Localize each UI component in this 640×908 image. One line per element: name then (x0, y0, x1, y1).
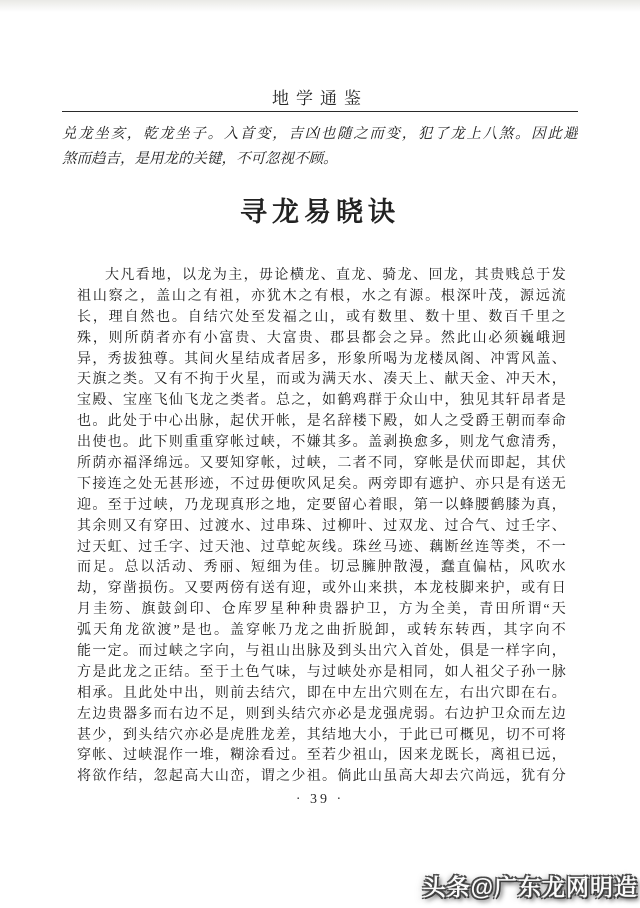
body-line: 出使也。此下则重重穿帐过峡，不嫌其多。盖剥换愈多，则龙气愈清秀， (77, 435, 566, 451)
body-line: 劫，穿凿损伤。又要两傍有送有迎，或外山来拱，本龙枝脚来护，或有日 (77, 581, 566, 597)
body-line: 过天虹、过壬字、过天池、过草蛇灰线。珠丝马迹、藕断丝连等类，不一 (77, 539, 566, 555)
body-line: 其余则又有穿田、过渡水、过串珠、过柳叶、过双龙、过合气、过壬字、 (77, 518, 566, 534)
body-line: 天旗之类。又有不拘于火星，而或为满天水、凑天上、献天金、冲天木， (77, 372, 566, 388)
header-divider (62, 111, 578, 112)
body-line: 相承。且此处中出，则前去结穴，即在中左出穴则在左，右出穴即在右。 (77, 685, 566, 701)
body-line: 穿帐、过峡混作一堆，糊涂看过。至若少祖山，因来龙既长，离祖已远， (77, 748, 566, 764)
body-line: 方是此龙之正结。至于土色气味，与过峡处亦是相同，如人祖父子孙一脉 (77, 664, 566, 680)
page-number: · 39 · (295, 792, 345, 807)
body-line: 祖山察之，盖山之有祖，亦犹木之有根，水之有源。根深叶茂，源远流 (77, 288, 566, 304)
watermark: 头条@广东龙网明造 (422, 874, 638, 900)
intro-line: 兑龙坐亥，乾龙坐子。入首变，吉凶也随之而变，犯了龙上八煞。因此避 (62, 126, 578, 142)
scan-edge (0, 0, 640, 12)
body-line: 下接连之处无甚形迹，不过毋便吹风足矣。两旁即有遮护、亦只是有送无 (77, 476, 566, 492)
body-line: 能一定。而过峡之字向，与祖山出脉及到头出穴入首处，俱是一样字向， (77, 644, 566, 660)
intro-paragraph (62, 122, 578, 172)
body-line: 长，理自然也。自结穴处至发福之山，或有数里、数十里、数百千里之 (77, 309, 566, 325)
section-title: 寻龙易晓诀 (240, 197, 400, 227)
body-line: 甚少，到头结穴亦必是虎胜龙差，其结地大小，于此已可概见，切不可将 (77, 727, 566, 743)
body-paragraph (77, 266, 566, 788)
body-line: 异，秀拔独尊。其间火星结成者居多，形象所喝为龙楼凤阁、冲霄风盖、 (77, 351, 566, 367)
running-header-title: 地学通鉴 (272, 89, 368, 108)
body-line: 大凡看地，以龙为主，毋论横龙、直龙、骑龙、回龙，其贵贱总于发 (105, 268, 566, 283)
body-line: 月圭笏、旗鼓剑印、仓库罗星种种贵器护卫，方为全美，青田所谓“天 (77, 602, 566, 618)
intro-line: 煞而趋吉，是用龙的关键，不可忽视不顾。 (62, 151, 338, 167)
body-line: 左边贵器多而右边不足，则到头结穴亦必是龙强虎弱。右边护卫众而左边 (77, 706, 566, 722)
body-line: 殊，则所荫者亦有小富贵、大富贵、郡县都会之异。然此山必须巍峨迥 (77, 330, 566, 346)
body-line: 将欲作结，忽起高大山峦，谓之少祖。倘此山虽高大却去穴尚远，犹有分 (77, 769, 566, 785)
body-line: 迎。至于过峡，乃龙现真形之地，定要留心着眼，第一以蜂腰鹤膝为真， (77, 497, 566, 513)
body-line: 也。此处于中心出脉，起伏开帐，是名辞楼下殿，如人之受爵王朝而奉命 (77, 414, 566, 430)
body-line: 弧天角龙欲渡”是也。盖穿帐乃龙之曲折脱卸，或转东转西，其字向不 (77, 623, 566, 639)
body-line: 宝殿、宝座飞仙飞龙之类者。总之，如鹤鸡群于众山中，独见其轩昂者是 (77, 393, 566, 409)
body-line: 而足。总以活动、秀丽、短细为佳。切忌臃肿散漫，蠢直偏枯，风吹水 (77, 560, 566, 576)
body-line: 所荫亦福泽绵远。又要知穿帐，过峡，二者不同，穿帐是伏而即起，其伏 (77, 456, 566, 472)
